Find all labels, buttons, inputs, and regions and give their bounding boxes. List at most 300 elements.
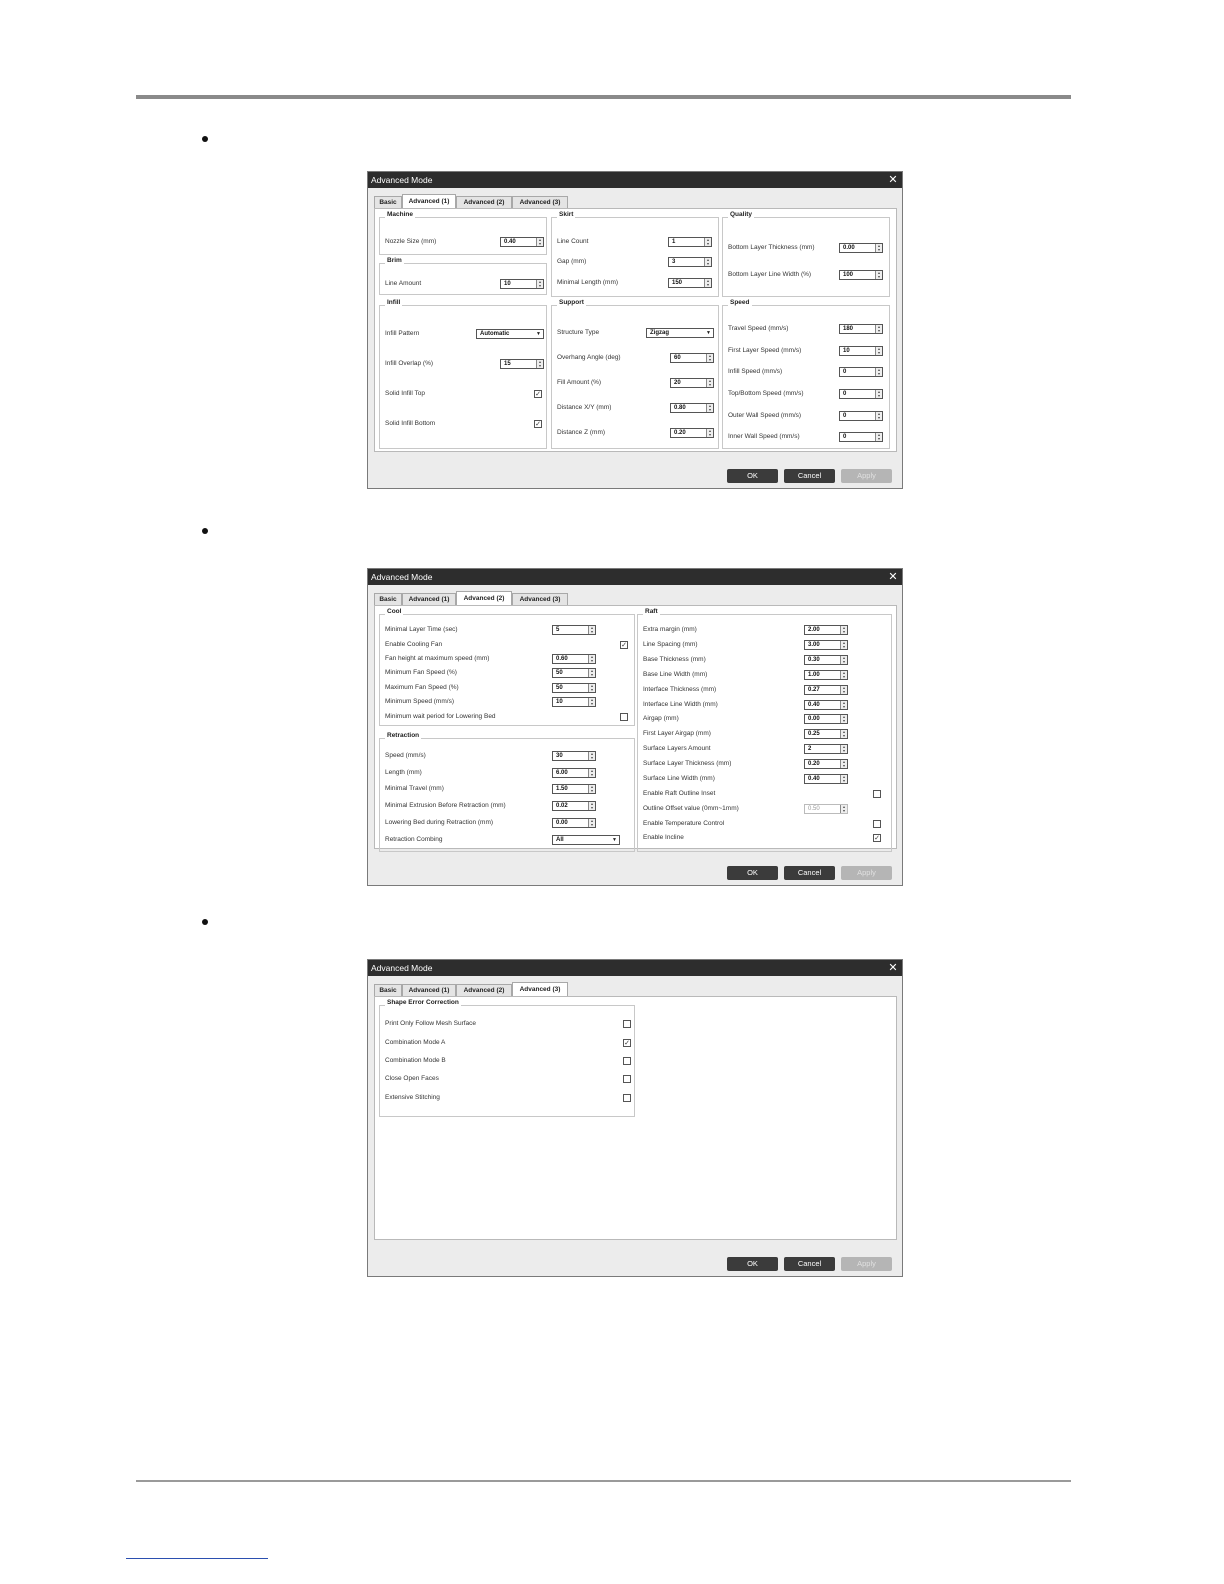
gap-mm-spinbox[interactable] [668, 257, 712, 267]
spinbox-value: 0.60 [556, 656, 568, 662]
spinbox-value: 2.00 [808, 627, 820, 633]
spin-arrows-icon[interactable]: ▴ ▾ [704, 258, 711, 266]
structure-type-dropdown[interactable] [646, 328, 714, 338]
spinbox-value: 10 [556, 699, 563, 705]
spinbox-value: 0 [843, 391, 847, 397]
line-spacing-mm-spinbox[interactable] [804, 640, 848, 650]
setting-row [723, 431, 889, 443]
spinbox-value: 5 [556, 627, 560, 633]
spinbox-value: 10 [843, 348, 850, 354]
setting-row [638, 669, 891, 681]
dropdown-value: Automatic [480, 331, 510, 337]
spinbox-value: 15 [504, 361, 511, 367]
tab-advanced-1[interactable]: Advanced (1) [402, 984, 456, 997]
setting-label: Interface Thickness (mm) [643, 686, 717, 693]
setting-label: Surface Layers Amount [643, 745, 711, 752]
spin-arrows-icon[interactable]: ▴ ▾ [536, 238, 543, 246]
check-icon: ✓ [621, 642, 627, 649]
setting-label: Length (mm) [385, 769, 422, 776]
outline-offset-value-0mm-1mm-spinbox[interactable] [804, 804, 848, 814]
setting-label: Travel Speed (mm/s) [728, 325, 789, 332]
dropdown-value: All [556, 837, 564, 843]
setting-row [638, 624, 891, 636]
page-footer-rule [136, 1480, 1071, 1482]
setting-row [380, 624, 634, 636]
tab-advanced-2[interactable]: Advanced (2) [456, 591, 512, 606]
setting-row [638, 758, 891, 770]
minimal-travel-mm-spinbox[interactable] [552, 784, 596, 794]
cancel-button[interactable]: Cancel [784, 469, 835, 483]
setting-label: Fan height at maximum speed (mm) [385, 655, 490, 662]
group-speed [722, 299, 890, 449]
setting-label: Surface Line Width (mm) [643, 775, 715, 782]
group-title: Skirt [559, 211, 574, 218]
spinbox-value: 0.00 [843, 245, 855, 251]
setting-row [380, 750, 634, 762]
extra-margin-mm-spinbox[interactable] [804, 625, 848, 635]
setting-label: Base Line Width (mm) [643, 671, 708, 678]
setting-label: Fill Amount (%) [557, 379, 602, 386]
setting-row [380, 711, 634, 723]
bottom-layer-thickness-mm-spinbox[interactable] [839, 243, 883, 253]
setting-label: Enable Temperature Control [643, 820, 725, 827]
spinbox-value: 30 [556, 753, 563, 759]
lowering-bed-during-retraction-mm-spinbox[interactable] [552, 818, 596, 828]
setting-label: Speed (mm/s) [385, 752, 426, 759]
spin-arrows-icon[interactable]: ▴ ▾ [588, 802, 595, 810]
spin-arrows-icon[interactable]: ▴ ▾ [875, 433, 882, 441]
setting-label: Minimum wait period for Lowering Bed [385, 713, 496, 720]
setting-row [380, 696, 634, 708]
spin-arrows-icon[interactable]: ▴ ▾ [704, 279, 711, 287]
spin-arrows-icon[interactable]: ▴ ▾ [875, 368, 882, 376]
setting-label: Overhang Angle (deg) [557, 354, 621, 361]
enable-cooling-fan-checkbox[interactable] [620, 641, 628, 649]
minimum-wait-period-for-lowering-bed-checkbox[interactable] [620, 713, 628, 721]
spin-arrows-icon[interactable]: ▴ ▾ [706, 379, 713, 387]
spinbox-value: 0 [843, 434, 847, 440]
spin-arrows-icon[interactable]: ▴ ▾ [840, 730, 847, 738]
inner-wall-speed-mm-s-spinbox[interactable] [839, 432, 883, 442]
solid-infill-bottom-checkbox[interactable] [534, 420, 542, 428]
spin-arrows-icon[interactable]: ▴ ▾ [875, 325, 882, 333]
setting-label: Structure Type [557, 329, 600, 336]
distance-x-y-mm-spinbox[interactable] [670, 403, 714, 413]
spinbox-value: 0.80 [674, 405, 686, 411]
setting-row [380, 767, 634, 779]
spin-arrows-icon[interactable]: ▴ ▾ [536, 280, 543, 288]
chevron-down-icon: ▼ [536, 331, 541, 337]
spinbox-value: 1.00 [808, 672, 820, 678]
maximum-fan-speed-spinbox[interactable] [552, 683, 596, 693]
setting-row [723, 242, 889, 254]
spin-arrows-icon[interactable]: ▴ ▾ [706, 429, 713, 437]
setting-label: Outer Wall Speed (mm/s) [728, 412, 802, 419]
setting-row [380, 653, 634, 665]
spinbox-value: 10 [504, 281, 511, 287]
spinbox-value: 0.40 [808, 776, 820, 782]
minimal-layer-time-sec-spinbox[interactable] [552, 625, 596, 635]
dialog-title: Advanced Mode [368, 569, 902, 585]
setting-label: Enable Cooling Fan [385, 641, 443, 648]
bullet-dot [202, 136, 208, 142]
setting-row [552, 402, 718, 414]
group-title: Shape Error Correction [387, 999, 459, 1006]
setting-row [638, 728, 891, 740]
setting-label: Base Thickness (mm) [643, 656, 706, 663]
spinbox-value: 0.20 [674, 430, 686, 436]
spin-arrows-icon[interactable]: ▴ ▾ [588, 626, 595, 634]
setting-row [380, 783, 634, 795]
tab-basic[interactable]: Basic [374, 196, 402, 209]
dropdown-value: Zigzag [650, 330, 669, 336]
tab-basic[interactable]: Basic [374, 984, 402, 997]
setting-label: Minimal Layer Time (sec) [385, 626, 458, 633]
setting-label: Extra margin (mm) [643, 626, 697, 633]
spin-arrows-icon[interactable]: ▴ ▾ [840, 626, 847, 634]
spinbox-value: 3 [672, 259, 676, 265]
setting-label: Infill Speed (mm/s) [728, 368, 783, 375]
spin-arrows-icon[interactable]: ▴ ▾ [840, 686, 847, 694]
setting-label: First Layer Speed (mm/s) [728, 347, 802, 354]
group-skirt [551, 211, 719, 297]
spin-arrows-icon[interactable]: ▴ ▾ [588, 684, 595, 692]
spin-arrows-icon[interactable]: ▴ ▾ [840, 641, 847, 649]
setting-row [723, 410, 889, 422]
spinbox-value: 0.00 [808, 716, 820, 722]
setting-label: Enable Incline [643, 834, 684, 841]
bullet-dot [202, 919, 208, 925]
interface-line-width-mm-spinbox[interactable] [804, 700, 848, 710]
setting-row [552, 277, 718, 289]
setting-row [380, 800, 634, 812]
fill-amount-spinbox[interactable] [670, 378, 714, 388]
setting-row [638, 654, 891, 666]
outer-wall-speed-mm-s-spinbox[interactable] [839, 411, 883, 421]
setting-label: Distance X/Y (mm) [557, 404, 612, 411]
setting-row [380, 667, 634, 679]
group-retraction [379, 732, 635, 852]
setting-label: Print Only Follow Mesh Surface [385, 1020, 477, 1027]
setting-label: Bottom Layer Line Width (%) [728, 271, 812, 278]
overhang-angle-deg-spinbox[interactable] [670, 353, 714, 363]
infill-overlap-spinbox[interactable] [500, 359, 544, 369]
group-quality [722, 211, 890, 297]
check-icon: ✓ [535, 421, 541, 428]
nozzle-size-mm-spinbox[interactable] [500, 237, 544, 247]
distance-z-mm-spinbox[interactable] [670, 428, 714, 438]
spin-arrows-icon[interactable]: ▴ ▾ [875, 244, 882, 252]
surface-layers-amount-spinbox[interactable] [804, 744, 848, 754]
base-line-width-mm-spinbox[interactable] [804, 670, 848, 680]
tab-advanced-1[interactable]: Advanced (1) [402, 593, 456, 606]
fan-height-at-maximum-speed-mm-spinbox[interactable] [552, 654, 596, 664]
spinbox-value: 1 [672, 239, 676, 245]
check-icon: ✓ [874, 835, 880, 842]
group-title: Machine [387, 211, 414, 218]
spin-arrows-icon[interactable]: ▴ ▾ [875, 271, 882, 279]
setting-row [638, 639, 891, 651]
setting-row [380, 1037, 634, 1049]
spin-arrows-icon[interactable]: ▴ ▾ [840, 760, 847, 768]
spin-arrows-icon[interactable]: ▴ ▾ [588, 698, 595, 706]
spin-arrows-icon[interactable]: ▴ ▾ [536, 360, 543, 368]
surface-layer-thickness-mm-spinbox[interactable] [804, 759, 848, 769]
tab-advanced-3[interactable]: Advanced (3) [512, 982, 568, 997]
spin-arrows-icon[interactable]: ▴ ▾ [706, 354, 713, 362]
setting-label: Minimal Length (mm) [557, 279, 619, 286]
group-title: Quality [730, 211, 753, 218]
setting-row [380, 278, 546, 290]
tab-advanced-3[interactable]: Advanced (3) [512, 593, 568, 606]
setting-row [380, 834, 634, 846]
tab-advanced-2[interactable]: Advanced (2) [456, 196, 512, 209]
minimal-extrusion-before-retraction-mm-spinbox[interactable] [552, 801, 596, 811]
speed-mm-s-spinbox[interactable] [552, 751, 596, 761]
setting-row [723, 388, 889, 400]
tab-advanced-1[interactable]: Advanced (1) [402, 194, 456, 209]
cancel-button[interactable]: Cancel [784, 866, 835, 880]
setting-label: Interface Line Width (mm) [643, 701, 718, 708]
setting-label: Lowering Bed during Retraction (mm) [385, 819, 494, 826]
extensive-stitching-checkbox[interactable] [623, 1094, 631, 1102]
spinbox-value: 0.00 [556, 820, 568, 826]
spin-arrows-icon[interactable]: ▴ ▾ [840, 701, 847, 709]
spin-arrows-icon[interactable]: ▴ ▾ [840, 775, 847, 783]
setting-label: Close Open Faces [385, 1075, 439, 1082]
spinbox-value: 3.00 [808, 642, 820, 648]
group-title: Support [559, 299, 584, 306]
group-raft [637, 608, 892, 852]
spinbox-value: 0.40 [504, 239, 516, 245]
top-bottom-speed-mm-s-spinbox[interactable] [839, 389, 883, 399]
setting-label: Combination Mode A [385, 1039, 446, 1046]
spinbox-value: 0.02 [556, 803, 568, 809]
surface-line-width-mm-spinbox[interactable] [804, 774, 848, 784]
setting-label: Inner Wall Speed (mm/s) [728, 433, 800, 440]
setting-row [380, 1018, 634, 1030]
ok-button[interactable]: OK [727, 1257, 778, 1271]
spinbox-value: 1.50 [556, 786, 568, 792]
group-infill [379, 299, 547, 449]
setting-label: Minimum Speed (mm/s) [385, 698, 454, 705]
setting-row [380, 358, 546, 370]
spinbox-value: 0.50 [808, 806, 820, 812]
advanced-mode-dialog [367, 171, 903, 489]
setting-label: Maximum Fan Speed (%) [385, 684, 459, 691]
setting-row [380, 817, 634, 829]
tab-advanced-3[interactable]: Advanced (3) [512, 196, 568, 209]
spin-arrows-icon[interactable]: ▴ ▾ [588, 655, 595, 663]
spin-arrows-icon[interactable]: ▴ ▾ [588, 785, 595, 793]
spin-arrows-icon[interactable]: ▴ ▾ [706, 404, 713, 412]
spinbox-value: 50 [556, 670, 563, 676]
chevron-down-icon: ▼ [612, 837, 617, 843]
setting-label: Minimal Travel (mm) [385, 785, 444, 792]
advanced-mode-dialog [367, 568, 903, 886]
minimum-fan-speed-spinbox[interactable] [552, 668, 596, 678]
spinbox-value: 0 [843, 369, 847, 375]
tab-panel [374, 605, 897, 849]
group-brim [379, 257, 547, 295]
setting-label: Extensive Stitching [385, 1094, 440, 1101]
infill-speed-mm-s-spinbox[interactable] [839, 367, 883, 377]
setting-row [638, 743, 891, 755]
setting-row [380, 1092, 634, 1104]
spinbox-value: 0.30 [808, 657, 820, 663]
spinbox-value: 20 [674, 380, 681, 386]
spin-arrows-icon[interactable]: ▴ ▾ [588, 752, 595, 760]
line-amount-spinbox[interactable] [500, 279, 544, 289]
spinbox-value: 0.40 [808, 702, 820, 708]
setting-label: Airgap (mm) [643, 715, 679, 722]
solid-infill-top-checkbox[interactable] [534, 390, 542, 398]
setting-row [380, 1055, 634, 1067]
close-icon[interactable]: ✕ [888, 962, 898, 974]
minimum-speed-mm-s-spinbox[interactable] [552, 697, 596, 707]
bottom-layer-line-width-spinbox[interactable] [839, 270, 883, 280]
group-cool [379, 608, 635, 726]
setting-label: Minimum Fan Speed (%) [385, 669, 457, 676]
group-shape-error-correction [379, 999, 635, 1117]
setting-label: Enable Raft Outline Inset [643, 790, 716, 797]
apply-button[interactable]: Apply [841, 469, 892, 483]
spinbox-value: 0 [843, 413, 847, 419]
setting-row [552, 236, 718, 248]
setting-label: Combination Mode B [385, 1057, 446, 1064]
setting-label: Outline Offset value (0mm~1mm) [643, 805, 739, 812]
travel-speed-mm-s-spinbox[interactable] [839, 324, 883, 334]
enable-raft-outline-inset-checkbox[interactable] [873, 790, 881, 798]
ok-button[interactable]: OK [727, 469, 778, 483]
apply-button[interactable]: Apply [841, 866, 892, 880]
setting-row [552, 327, 718, 339]
spin-arrows-icon[interactable]: ▴ ▾ [840, 805, 847, 813]
setting-row [638, 803, 891, 815]
enable-temperature-control-checkbox[interactable] [873, 820, 881, 828]
spinbox-value: 180 [843, 326, 854, 332]
base-thickness-mm-spinbox[interactable] [804, 655, 848, 665]
setting-label: Retraction Combing [385, 836, 443, 843]
group-title: Speed [730, 299, 750, 306]
tab-panel [374, 208, 897, 452]
group-title: Brim [387, 257, 402, 264]
spinbox-value: 60 [674, 355, 681, 361]
first-layer-airgap-mm-spinbox[interactable] [804, 729, 848, 739]
print-only-follow-mesh-surface-checkbox[interactable] [623, 1020, 631, 1028]
setting-label: Solid Infill Bottom [385, 420, 436, 427]
spin-arrows-icon[interactable]: ▴ ▾ [840, 671, 847, 679]
tab-advanced-2[interactable]: Advanced (2) [456, 984, 512, 997]
setting-row [638, 832, 891, 844]
spinbox-value: 0.27 [808, 687, 820, 693]
spin-arrows-icon[interactable]: ▴ ▾ [588, 769, 595, 777]
setting-label: Infill Pattern [385, 330, 420, 337]
tab-basic[interactable]: Basic [374, 593, 402, 606]
spinbox-value: 100 [843, 272, 854, 278]
setting-label: Solid Infill Top [385, 390, 425, 397]
setting-row [638, 713, 891, 725]
group-title: Cool [387, 608, 402, 615]
group-title: Infill [387, 299, 401, 306]
setting-row [380, 388, 546, 400]
setting-row [723, 366, 889, 378]
spin-arrows-icon[interactable]: ▴ ▾ [840, 745, 847, 753]
setting-label: Top/Bottom Speed (mm/s) [728, 390, 804, 397]
spinbox-value: 150 [672, 280, 683, 286]
setting-row [552, 352, 718, 364]
setting-row [723, 345, 889, 357]
close-icon[interactable]: ✕ [888, 571, 898, 583]
spinbox-value: 0.20 [808, 761, 820, 767]
setting-row [380, 328, 546, 340]
minimal-length-mm-spinbox[interactable] [668, 278, 712, 288]
setting-row [380, 1073, 634, 1085]
footer-link-underline [126, 1558, 268, 1559]
spin-arrows-icon[interactable]: ▴ ▾ [875, 347, 882, 355]
infill-pattern-dropdown[interactable] [476, 329, 544, 339]
close-open-faces-checkbox[interactable] [623, 1075, 631, 1083]
setting-row [723, 323, 889, 335]
spin-arrows-icon[interactable]: ▴ ▾ [704, 238, 711, 246]
close-icon[interactable]: ✕ [888, 174, 898, 186]
airgap-mm-spinbox[interactable] [804, 714, 848, 724]
chevron-down-icon: ▼ [706, 330, 711, 336]
combination-mode-b-checkbox[interactable] [623, 1057, 631, 1065]
spin-arrows-icon[interactable]: ▴ ▾ [588, 669, 595, 677]
group-support [551, 299, 719, 449]
dialog-title: Advanced Mode [368, 960, 902, 976]
setting-label: Line Count [557, 238, 589, 245]
spin-arrows-icon[interactable]: ▴ ▾ [840, 715, 847, 723]
enable-incline-checkbox[interactable] [873, 834, 881, 842]
spin-arrows-icon[interactable]: ▴ ▾ [840, 656, 847, 664]
first-layer-speed-mm-s-spinbox[interactable] [839, 346, 883, 356]
spinbox-value: 2 [808, 746, 812, 752]
tab-panel [374, 996, 897, 1240]
interface-thickness-mm-spinbox[interactable] [804, 685, 848, 695]
length-mm-spinbox[interactable] [552, 768, 596, 778]
setting-row [638, 818, 891, 830]
apply-button[interactable]: Apply [841, 1257, 892, 1271]
spin-arrows-icon[interactable]: ▴ ▾ [875, 390, 882, 398]
setting-row [380, 236, 546, 248]
spin-arrows-icon[interactable]: ▴ ▾ [588, 819, 595, 827]
spin-arrows-icon[interactable]: ▴ ▾ [875, 412, 882, 420]
page-header-rule [136, 95, 1071, 99]
check-icon: ✓ [624, 1040, 630, 1047]
bullet-dot [202, 528, 208, 534]
setting-label: Line Spacing (mm) [643, 641, 698, 648]
group-title: Raft [645, 608, 658, 615]
check-icon: ✓ [535, 391, 541, 398]
line-count-spinbox[interactable] [668, 237, 712, 247]
cancel-button[interactable]: Cancel [784, 1257, 835, 1271]
setting-row [638, 773, 891, 785]
setting-row [552, 377, 718, 389]
advanced-mode-dialog [367, 959, 903, 1277]
setting-row [723, 269, 889, 281]
setting-row [380, 418, 546, 430]
setting-label: Infill Overlap (%) [385, 360, 434, 367]
ok-button[interactable]: OK [727, 866, 778, 880]
setting-label: Line Amount [385, 280, 422, 287]
setting-row [380, 639, 634, 651]
group-machine [379, 211, 547, 255]
combination-mode-a-checkbox[interactable] [623, 1039, 631, 1047]
setting-label: Minimal Extrusion Before Retraction (mm) [385, 802, 506, 809]
retraction-combing-dropdown[interactable] [552, 835, 620, 845]
